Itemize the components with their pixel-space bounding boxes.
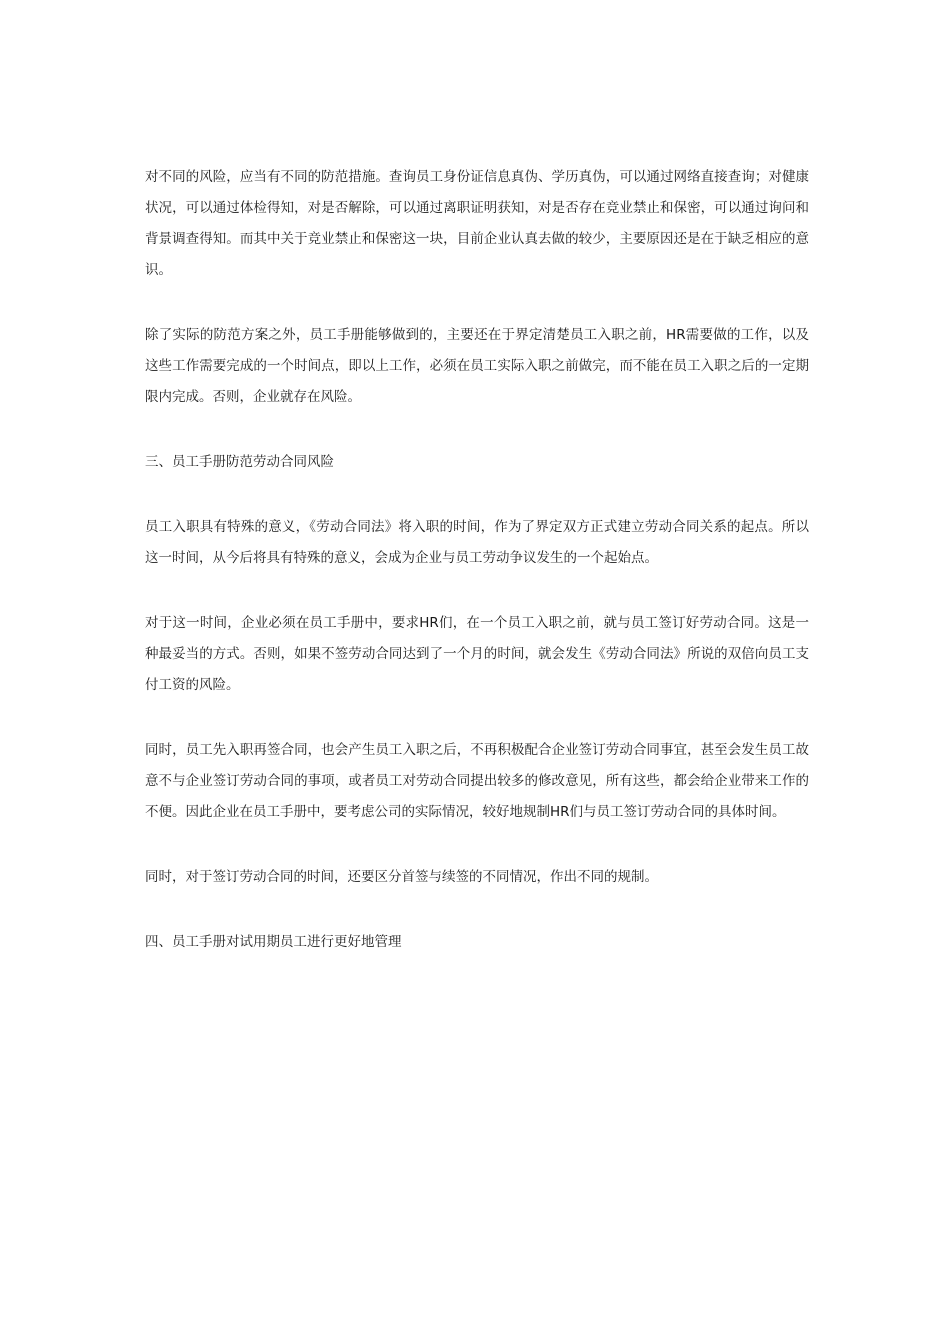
paragraph-handbook-scope: 除了实际的防范方案之外，员工手册能够做到的，主要还在于界定清楚员工入职之前，HR需要做的工作，以及这些工作需要完成的一个时间点，即以上工作，必须在员工实际入职之前做完，而不能在员工入职之后的一定期限内完成。否则，企业就存在风险。 [145,327,809,405]
paragraph-first-vs-renewal: 同时，对于签订劳动合同的时间，还要区分首签与续签的不同情况，作出不同的规制。 [145,869,658,885]
paragraph-risk-prevention: 对不同的风险，应当有不同的防范措施。查询员工身份证信息真伪、学历真伪，可以通过网络直接查询；对健康状况，可以通过体检得知，对是否解除，可以通过离职证明获知，对是否存在竞业禁止和保密，可以通过询问和背景调查得知。而其中关于竞业禁止和保密这一块，目前企业认真去做的较少，主要原因还是在于缺乏相应的意识。 [145,169,809,278]
document-body [145,162,809,958]
section-heading-3: 三、员工手册防范劳动合同风险 [145,454,334,470]
paragraph-entry-significance: 员工入职具有特殊的意义，《劳动合同法》将入职的时间，作为了界定双方正式建立劳动合同关系的起点。所以这一时间，从今后将具有特殊的意义，会成为企业与员工劳动争议发生的一个起始点。 [145,519,809,566]
section-heading-4: 四、员工手册对试用期员工进行更好地管理 [145,934,402,950]
paragraph-late-signing-issues: 同时，员工先入职再签合同，也会产生员工入职之后，不再积极配合企业签订劳动合同事宜，甚至会发生员工故意不与企业签订劳动合同的事项，或者员工对劳动合同提出较多的修改意见，所有这些，都会给企业带来工作的不便。因此企业在员工手册中，要考虑公司的实际情况，较好地规制HR们与员工签订劳动合同的具体时间。 [145,742,809,820]
paragraph-sign-before-entry: 对于这一时间，企业必须在员工手册中，要求HR们，在一个员工入职之前，就与员工签订好劳动合同。这是一种最妥当的方式。否则，如果不签劳动合同达到了一个月的时间，就会发生《劳动合同法》所说的双倍向员工支付工资的风险。 [145,615,809,693]
